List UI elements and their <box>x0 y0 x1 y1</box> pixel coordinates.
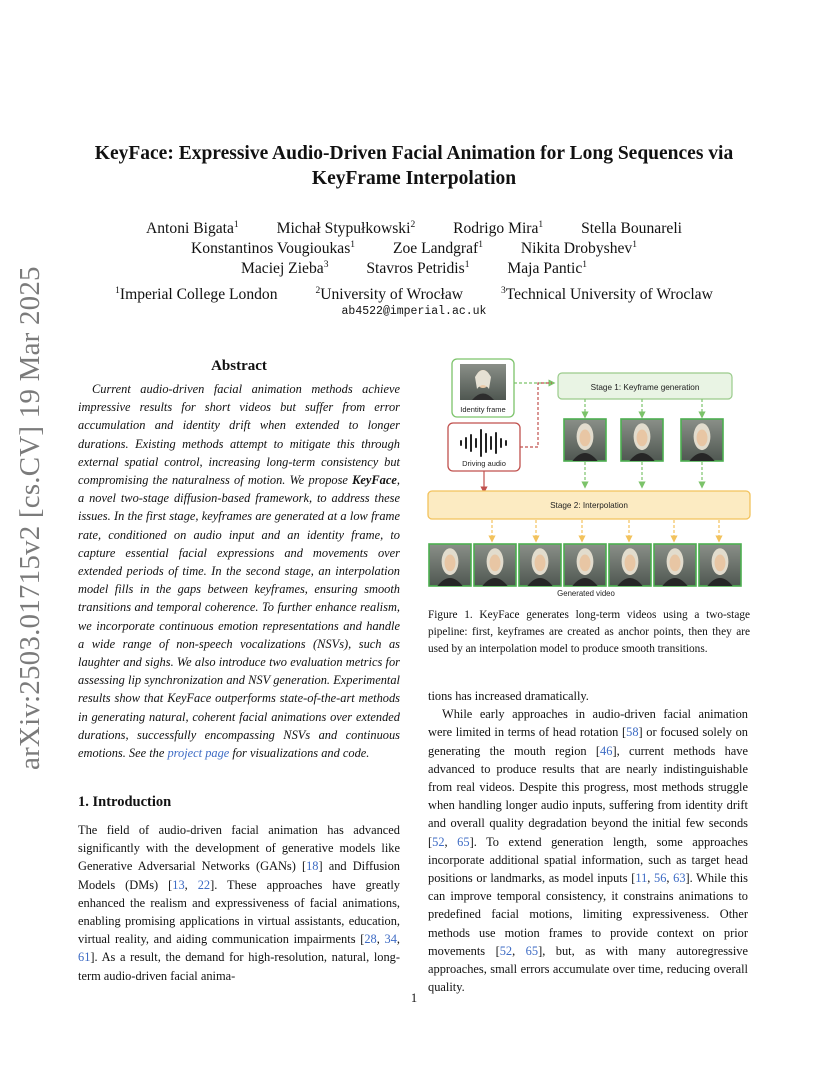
generated-frame-thumbnail <box>654 544 696 586</box>
paragraph: While early approaches in audio-driven facial animation were limited in terms of head rotation [58] or focused solely on generating the mouth region [46], current methods have advanced to produce results that are nearly indistinguishable from real videos. Despite this progress, most methods struggle when handling longer audio inputs, suffering from identity drift and overall quality degradation beyond the initial few seconds [52, 65]. To extend generation length, some approaches incorporate additional spatial information, such as target head positions or landmarks, as model inputs [11, 56, 63]. While this can improve temporal consistency, it constrains animations to predefined facial motions, limiting expressiveness. Other methods use motion frames to provide context on prior movements [52, 65], but, as with many autoregressive approaches, small errors accumulate over time, reducing overall quality. <box>428 707 749 995</box>
author-row-3 <box>60 259 768 279</box>
generated-frame-thumbnail <box>699 544 741 586</box>
driving-audio-label: Driving audio <box>462 459 506 468</box>
figure-1-pipeline <box>424 355 754 605</box>
citation[interactable]: 65 <box>525 943 539 958</box>
identity-frame <box>452 359 514 417</box>
citation[interactable]: 52 <box>499 943 513 958</box>
keyframe-thumbnail <box>621 419 663 461</box>
audio-to-stage1-arrow <box>520 383 552 447</box>
figure-caption: Figure 1. KeyFace generates long-term videos using a two-stage pipeline: first, keyframes are created as anchor points, then they are used by an interpolation model to produce smooth transitions. <box>428 609 750 655</box>
stage-1-label: Stage 1: Keyframe generation <box>590 383 700 392</box>
project-page-link[interactable]: project page <box>167 746 230 761</box>
author: Stella Bounareli <box>581 220 682 237</box>
generated-video-label: Generated video <box>557 589 615 598</box>
citation[interactable]: 13 <box>172 877 185 892</box>
right-column-text <box>428 687 748 996</box>
citation[interactable]: 52 <box>432 834 445 849</box>
keyframes <box>564 399 723 485</box>
citation[interactable]: 11 <box>635 871 648 886</box>
affiliations <box>60 285 768 305</box>
author: Stavros Petridis$^1$ <box>366 260 470 277</box>
abstract-body: Current audio-driven facial animation methods achieve impressive results for short videos but suffer from error accumulation and identity drift when extended to longer durations. Existing methods attempt to mitigate this through external spatial control, increasing long-term consistency but compromising the naturalness of motion. We propose KeyFace, a novel two-stage diffusion-based framework, to address these issues. In the first stage, keyframes are generated at a low frame rate, conditioned on audio input and an identity frame, to capture essential facial expressions and movements over extended periods of time. In the second stage, an interpolation model fills in the gaps between keyframes, ensuring smooth transitions and temporal coherence. To further enhance realism, we incorporate continuous emotion representations and handle a wide range of non-speech vocalizations (NSVs), such as laughter and sighs. We also introduce two evaluation metrics for assessing lip synchronization and NSV generation. Experimental results show that KeyFace outperforms state-of-the-art methods in generating natural, coherent facial animations over extended durations, successfully encompassing NSVs and continuous emotions. See the project page for visualizations and code. <box>78 382 400 761</box>
citation[interactable]: 28 <box>364 932 377 947</box>
citation[interactable]: 58 <box>626 725 639 740</box>
intro-paragraph: The field of audio-driven facial animation has advanced significantly with the development of generative models like Generative Adversarial Networks (GANs) [18] and Diffusion Models (DMs) [13, 22]. These approaches have greatly enhanced the realism and expressiveness of facial animations, enabling promising applications in virtual assistants, education, virtual reality, and aiding communication impairments [28, 34, 61]. As a result, the demand for high-resolution, natural, long-term audio-driven facial anima- <box>78 823 400 983</box>
affiliation: $^3$Technical University of Wroclaw <box>500 286 713 303</box>
citation[interactable]: 34 <box>384 932 397 947</box>
author: Konstantinos Vougioukas$^1$ <box>191 240 356 257</box>
section-heading: 1. Introduction <box>78 794 172 810</box>
citation[interactable]: 56 <box>654 871 667 886</box>
affiliation: $^1$Imperial College London <box>115 286 278 303</box>
generated-video-frames <box>429 520 741 586</box>
stage-2-label: Stage 2: Interpolation <box>550 501 628 510</box>
identity-frame-label: Identity frame <box>460 405 506 414</box>
affiliation: $^2$University of Wrocław <box>315 286 464 303</box>
driving-audio <box>448 423 520 471</box>
title-line-1: KeyFace: Expressive Audio-Driven Facial Animation for Long Sequences via <box>94 143 734 164</box>
continued-paragraph: tions has increased dramatically. <box>428 689 589 703</box>
stage-2-box <box>428 491 750 519</box>
citation[interactable]: 46 <box>600 743 613 758</box>
arxiv-stamp: arXiv:2503.01715v2 [cs.CV] 19 Mar 2025 <box>14 266 46 770</box>
author: Antoni Bigata$^1$ <box>146 220 239 237</box>
author-row-2 <box>60 239 768 259</box>
citation[interactable]: 22 <box>197 877 211 892</box>
keyframe-thumbnail <box>681 419 723 461</box>
author: Zoe Landgraf$^1$ <box>392 240 483 257</box>
citation[interactable]: 65 <box>457 834 470 849</box>
paper-title <box>60 141 768 191</box>
stage-1-box <box>558 373 732 399</box>
generated-frame-thumbnail <box>564 544 606 586</box>
author-row-1 <box>60 219 768 239</box>
generated-frame-thumbnail <box>474 544 516 586</box>
author: Nikita Drobyshev$^1$ <box>520 240 637 257</box>
abstract-heading: Abstract <box>211 358 267 374</box>
citation[interactable]: 61 <box>78 950 91 965</box>
title-line-2: KeyFrame Interpolation <box>311 168 517 189</box>
generated-frame-thumbnail <box>429 544 471 586</box>
author: Rodrigo Mira$^1$ <box>453 220 544 237</box>
author: Maja Pantic$^1$ <box>507 260 588 277</box>
author: Michał Stypułkowski$^2$ <box>276 220 416 237</box>
keyframe-thumbnail <box>564 419 606 461</box>
email: ab4522@imperial.ac.uk <box>341 305 487 318</box>
keyface-name: KeyFace <box>352 473 397 488</box>
citation[interactable]: 63 <box>673 871 686 886</box>
generated-frame-thumbnail <box>519 544 561 586</box>
author: Maciej Zieba$^3$ <box>240 260 329 277</box>
citation[interactable]: 18 <box>306 859 319 874</box>
page-number: 1 <box>410 991 418 1005</box>
generated-frame-thumbnail <box>609 544 651 586</box>
